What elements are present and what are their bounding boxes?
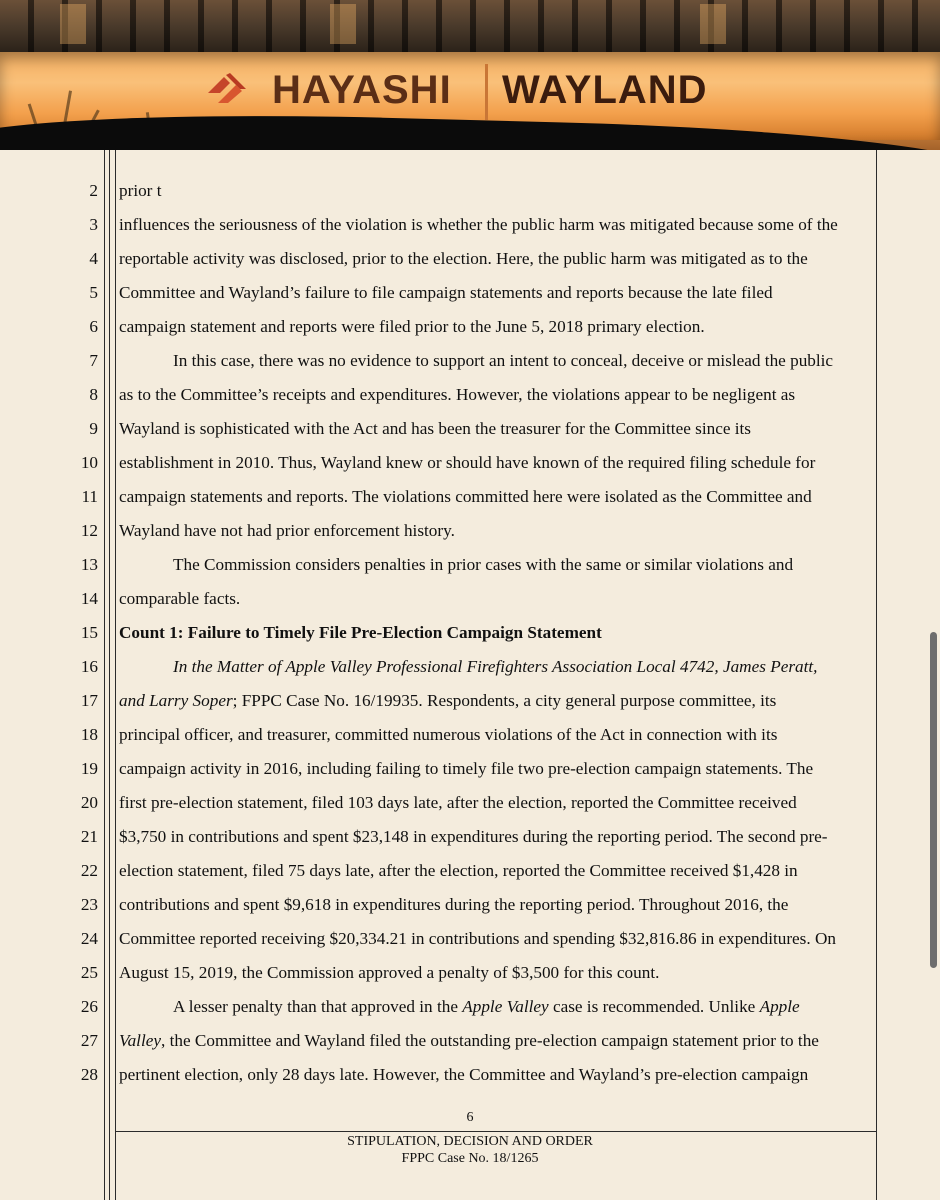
pleading-line xyxy=(0,244,940,274)
text-segment: Apple xyxy=(759,997,800,1016)
pleading-line xyxy=(0,856,940,886)
text-segment: comparable facts. xyxy=(119,589,241,608)
pleading-line xyxy=(0,278,940,308)
line-text xyxy=(119,822,871,852)
line-text xyxy=(119,584,871,614)
line-text xyxy=(119,788,871,818)
line-number: 2 xyxy=(89,181,98,200)
line-number: 17 xyxy=(80,691,98,710)
line-number: 8 xyxy=(89,385,98,404)
footer-title: STIPULATION, DECISION AND ORDER xyxy=(347,1134,593,1149)
text-segment: election statement, filed 75 days late, after the election, reported the Committee received $1,428 in xyxy=(119,861,798,880)
pleading-line xyxy=(0,754,940,784)
line-number: 22 xyxy=(80,861,98,880)
pleading-line xyxy=(0,788,940,818)
line-number: 20 xyxy=(80,793,98,812)
text-segment: The Commission considers penalties in prior cases with the same or similar violations and xyxy=(173,555,794,574)
pleading-line xyxy=(0,414,940,444)
text-segment: Apple Valley xyxy=(462,997,549,1016)
text-segment: and Larry Soper xyxy=(119,691,233,710)
line-text xyxy=(119,890,871,920)
line-number: 21 xyxy=(80,827,98,846)
text-segment: Wayland is sophisticated with the Act and has been the treasurer for the Committee since its xyxy=(119,419,751,438)
text-segment: Valley xyxy=(119,1031,161,1050)
line-text xyxy=(119,244,871,274)
text-segment: In this case, there was no evidence to support an intent to conceal, deceive or mislead the public xyxy=(173,351,834,370)
line-text xyxy=(119,448,871,478)
brand-divider xyxy=(485,64,488,120)
pleading-line xyxy=(0,312,940,342)
pleading-line xyxy=(0,516,940,546)
line-number: 10 xyxy=(80,453,98,472)
text-segment: pertinent election, only 28 days late. However, the Committee and Wayland’s pre-election campaign xyxy=(119,1065,809,1084)
pleading-line xyxy=(0,618,940,648)
pleading-line xyxy=(0,958,940,988)
line-number: 11 xyxy=(81,487,98,506)
text-segment: , the Committee and Wayland filed the outstanding pre-election campaign statement prior to the xyxy=(161,1031,819,1050)
line-number: 4 xyxy=(89,249,98,268)
text-segment: reportable activity was disclosed, prior to the election. Here, the public harm was mitigated as to the xyxy=(119,249,808,268)
page-number: 6 xyxy=(466,1110,474,1125)
pleading-line xyxy=(0,448,940,478)
line-text xyxy=(119,652,925,682)
line-number: 25 xyxy=(80,963,98,982)
line-number: 14 xyxy=(80,589,98,608)
pleading-line xyxy=(0,1026,940,1056)
pleading-line xyxy=(0,380,940,410)
line-number: 24 xyxy=(80,929,98,948)
text-segment: A lesser penalty than that approved in the xyxy=(173,997,463,1016)
scrollbar-thumb[interactable] xyxy=(930,632,937,968)
footer-case-number: FPPC Case No. 18/1265 xyxy=(401,1151,539,1166)
pleading-line xyxy=(0,822,940,852)
line-number: 18 xyxy=(80,725,98,744)
line-number: 27 xyxy=(80,1031,98,1050)
pleading-line xyxy=(0,890,940,920)
line-number: 26 xyxy=(80,997,98,1016)
line-number: 12 xyxy=(80,521,98,540)
building-windows xyxy=(0,0,940,52)
line-number: 3 xyxy=(89,215,98,234)
text-segment: campaign statements and reports. The violations committed here were isolated as the Committee and xyxy=(119,487,812,506)
brand-right-text: WAYLAND xyxy=(502,68,708,112)
pleading-line xyxy=(0,652,940,682)
line-text xyxy=(119,516,871,546)
line-text xyxy=(119,210,871,240)
pleading-line xyxy=(0,924,940,954)
text-segment: prior t xyxy=(119,181,162,200)
text-segment: influences the seriousness of the violation is whether the public harm was mitigated because some of the xyxy=(119,215,838,234)
line-text xyxy=(119,992,925,1022)
pleading-line xyxy=(0,992,940,1022)
line-number: 13 xyxy=(80,555,98,574)
line-text xyxy=(119,482,871,512)
brand-left-text: HAYASHI xyxy=(272,68,452,112)
text-segment: Wayland have not had prior enforcement history. xyxy=(119,521,455,540)
window-light xyxy=(330,4,356,44)
pleading-line xyxy=(0,482,940,512)
line-text xyxy=(119,754,871,784)
line-text xyxy=(119,278,871,308)
line-text xyxy=(119,176,871,206)
text-segment: Count 1: Failure to Timely File Pre-Election Campaign Statement xyxy=(119,623,602,642)
text-segment: $3,750 in contributions and spent $23,148 in expenditures during the reporting period. The second pre- xyxy=(119,827,828,846)
line-number: 15 xyxy=(80,623,98,642)
line-number: 9 xyxy=(89,419,98,438)
line-number: 5 xyxy=(89,283,98,302)
line-text xyxy=(119,720,871,750)
text-segment: as to the Committee’s receipts and expenditures. However, the violations appear to be negligent as xyxy=(119,385,796,404)
text-segment: contributions and spent $9,618 in expenditures during the reporting period. Throughout 2016, the xyxy=(119,895,789,914)
line-text xyxy=(119,618,871,648)
pleading-line xyxy=(0,584,940,614)
line-text xyxy=(119,346,925,376)
line-text xyxy=(119,380,871,410)
line-number: 16 xyxy=(80,657,98,676)
pleading-line xyxy=(0,686,940,716)
text-segment: principal officer, and treasurer, committed numerous violations of the Act in connection with its xyxy=(119,725,778,744)
line-text xyxy=(119,686,871,716)
pleading-line xyxy=(0,346,940,376)
text-segment: establishment in 2010. Thus, Wayland knew or should have known of the required filing schedule for xyxy=(119,453,816,472)
line-number: 19 xyxy=(80,759,98,778)
pleading-page xyxy=(0,150,940,1200)
line-number: 6 xyxy=(89,317,98,336)
line-text xyxy=(119,958,871,988)
text-segment: first pre-election statement, filed 103 days late, after the election, reported the Committee received xyxy=(119,793,797,812)
text-segment: ; FPPC Case No. 16/19935. Respondents, a city general purpose committee, its xyxy=(232,691,777,710)
pleading-line xyxy=(0,176,940,206)
pleading-line xyxy=(0,1060,940,1090)
line-text xyxy=(119,924,871,954)
line-number: 28 xyxy=(80,1065,98,1084)
window-light xyxy=(60,4,86,44)
line-text xyxy=(119,1026,871,1056)
text-segment: Committee and Wayland’s failure to file campaign statements and reports because the late filed xyxy=(119,283,773,302)
line-text xyxy=(119,312,871,342)
text-segment: In the Matter of Apple Valley Professional Firefighters Association Local 4742, James Peratt, xyxy=(173,657,818,676)
footer-rule xyxy=(115,1131,876,1132)
pleading-line xyxy=(0,210,940,240)
stylized-arrow-logo-icon xyxy=(202,63,252,113)
pleading-line xyxy=(0,550,940,580)
footer xyxy=(0,1133,940,1167)
line-text xyxy=(119,550,925,580)
text-segment: case is recommended. Unlike xyxy=(548,997,760,1016)
text-segment: campaign activity in 2016, including failing to timely file two pre-election campaign statements. The xyxy=(119,759,814,778)
pleading-line xyxy=(0,720,940,750)
text-segment: August 15, 2019, the Commission approved a penalty of $3,500 for this count. xyxy=(119,963,660,982)
line-text xyxy=(119,414,871,444)
text-segment: Committee reported receiving $20,334.21 in contributions and spending $32,816.86 in expenditures. On xyxy=(119,929,836,948)
window-light xyxy=(700,4,726,44)
text-segment: campaign statement and reports were filed prior to the June 5, 2018 primary election. xyxy=(119,317,705,336)
line-text xyxy=(119,856,871,886)
line-number: 7 xyxy=(89,351,98,370)
line-text xyxy=(119,1060,871,1090)
line-number: 23 xyxy=(80,895,98,914)
